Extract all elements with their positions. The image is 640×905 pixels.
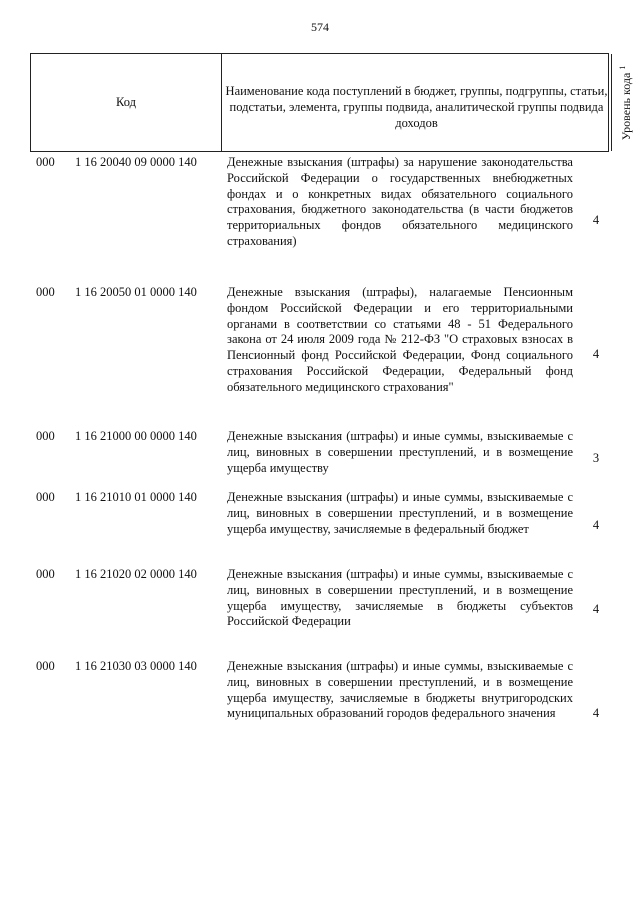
header-code: Код: [116, 95, 136, 109]
header-name: Наименование кода поступлений в бюджет, группы, подгруппы, статьи, подстатьи, элемента, группы подвида, аналитической группы подвида доходов: [225, 83, 608, 130]
budget-code: 1 16 21000 00 0000 140: [75, 429, 197, 443]
code-description: Денежные взыскания (штрафы) и иные суммы, взыскиваемые с лиц, виновных в совершении преступлений, и в возмещение ущерба имуществу, зачисляемые в федеральный бюджет: [227, 490, 573, 536]
budget-code: 1 16 20050 01 0000 140: [75, 285, 197, 299]
budget-code: 1 16 21010 01 0000 140: [75, 490, 197, 504]
code-level: 4: [592, 213, 600, 227]
header-level: [612, 54, 639, 151]
code-level: 4: [592, 706, 600, 720]
page-number: 574: [311, 20, 329, 34]
table-header: [30, 53, 633, 152]
code-level: 4: [592, 602, 600, 616]
budget-code: 1 16 20040 09 0000 140: [75, 155, 197, 169]
header-level-footnote: 1: [617, 65, 627, 70]
code-description: Денежные взыскания (штрафы) и иные суммы, взыскиваемые с лиц, виновных в совершении преступлений, и в возмещение ущерба имуществу: [227, 429, 573, 475]
admin-code: 000: [36, 429, 55, 443]
header-level-text: Уровень кода: [618, 72, 633, 140]
admin-code: 000: [36, 490, 55, 504]
admin-code: 000: [36, 567, 55, 581]
budget-code: 1 16 21020 02 0000 140: [75, 567, 197, 581]
code-description: Денежные взыскания (штрафы) и иные суммы, взыскиваемые с лиц, виновных в совершении преступлений, и в возмещение ущерба имуществу, зачисляемые в бюджеты внутригородских муниципальных образований городов федерального значения: [227, 659, 573, 721]
admin-code: 000: [36, 285, 55, 299]
code-level: 4: [592, 347, 600, 361]
code-level: 3: [592, 451, 600, 465]
header-level-rotated: [618, 65, 634, 140]
budget-code: 1 16 21030 03 0000 140: [75, 659, 197, 673]
code-description: Денежные взыскания (штрафы), налагаемые Пенсионным фондом Российской Федерации и его территориальными органами в соответствии со статьями 48 - 51 Федерального закона от 24 июля 2009 года № 212-ФЗ "О страховых взносах в Пенсионный фонд Российской Федерации, Фонд социального страхования Российской Федерации, Федеральный фонд обязательного медицинского страхования": [227, 285, 573, 394]
code-description: Денежные взыскания (штрафы) за нарушение законодательства Российской Федерации о государственных внебюджетных фондах и о конкретных видах обязательного социального страхования, бюджетного законодательства (в части бюджетов территориальных фондов обязательного медицинского страхования): [227, 155, 573, 248]
admin-code: 000: [36, 155, 55, 169]
admin-code: 000: [36, 659, 55, 673]
code-description: Денежные взыскания (штрафы) и иные суммы, взыскиваемые с лиц, виновных в совершении преступлений, и в возмещение ущерба имуществу, зачисляемые в бюджеты субъектов Российской Федерации: [227, 567, 573, 629]
code-level: 4: [592, 518, 600, 532]
